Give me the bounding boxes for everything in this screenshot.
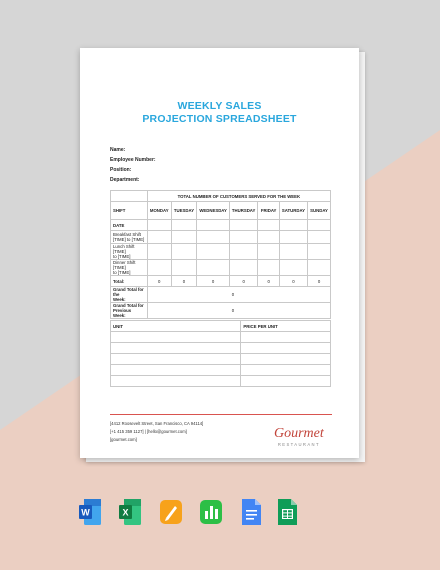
field-employee-number: Employee Number:: [110, 157, 156, 163]
footer-contact: [+1 415 359 1127] | [hello@gourmet.com]: [110, 429, 187, 434]
svg-text:X: X: [122, 507, 129, 518]
pages-icon[interactable]: [159, 497, 183, 527]
svg-text:W: W: [81, 507, 90, 518]
grand-total-prev-value: 0: [147, 303, 330, 319]
day-header: SATURDAY: [279, 202, 307, 220]
day-header: MONDAY: [147, 202, 171, 220]
shift-header: SHIFT: [111, 202, 148, 220]
day-header: FRIDAY: [258, 202, 280, 220]
total-label: Total:: [111, 276, 148, 287]
shift-row-label: Breakfast Shift [TIME] to [TIME]: [111, 231, 148, 244]
google-docs-icon[interactable]: [239, 497, 263, 527]
logo-name: Gourmet: [274, 426, 324, 441]
day-header: THURSDAY: [229, 202, 257, 220]
date-label: DATE: [111, 220, 148, 231]
total-value: 0: [258, 276, 280, 287]
word-icon[interactable]: [78, 497, 102, 527]
shift-row-label: Dinner Shift [TIME] to [TIME]: [111, 260, 148, 276]
numbers-icon[interactable]: [199, 497, 223, 527]
footer-web: [gourmet.com]: [110, 437, 137, 442]
total-value: 0: [229, 276, 257, 287]
grand-total-prev-label: Grand Total for Previous Week:: [111, 303, 148, 319]
unit-price-table: [110, 320, 331, 387]
excel-icon[interactable]: [118, 497, 142, 527]
grand-total-week-label: Grand Total for the Week:: [111, 287, 148, 303]
logo-tagline: RESTAURANT: [277, 442, 320, 447]
shift-row-label: Lunch Shift [TIME] to [TIME]: [111, 244, 148, 260]
total-value: 0: [279, 276, 307, 287]
field-department: Department:: [110, 177, 140, 183]
total-value: 0: [147, 276, 171, 287]
grand-total-week-value: 0: [147, 287, 330, 303]
footer-address: [4412 Roosevelt Street, San Francisco, CA 94114]: [110, 421, 204, 426]
gourmet-logo: [274, 426, 324, 447]
unit-header: UNIT: [111, 321, 241, 332]
total-value: 0: [308, 276, 331, 287]
doc-title-line1: WEEKLY SALES: [177, 100, 262, 112]
day-header: SUNDAY: [308, 202, 331, 220]
document-page: [80, 48, 359, 458]
day-header: WEDNESDAY: [197, 202, 230, 220]
table-header: TOTAL NUMBER OF CUSTOMERS SERVED FOR THE WEEK: [147, 191, 330, 202]
customers-table: [110, 190, 331, 319]
day-header: TUESDAY: [171, 202, 197, 220]
field-name: Name:: [110, 147, 126, 153]
doc-title-line2: PROJECTION SPREADSHEET: [142, 113, 297, 125]
app-icons-bar: [0, 497, 440, 529]
price-header: PRICE PER UNIT: [241, 321, 331, 332]
google-sheets-icon[interactable]: [275, 497, 299, 527]
footer-divider: [110, 414, 332, 415]
total-value: 0: [171, 276, 197, 287]
field-position: Position:: [110, 167, 132, 173]
total-value: 0: [197, 276, 230, 287]
